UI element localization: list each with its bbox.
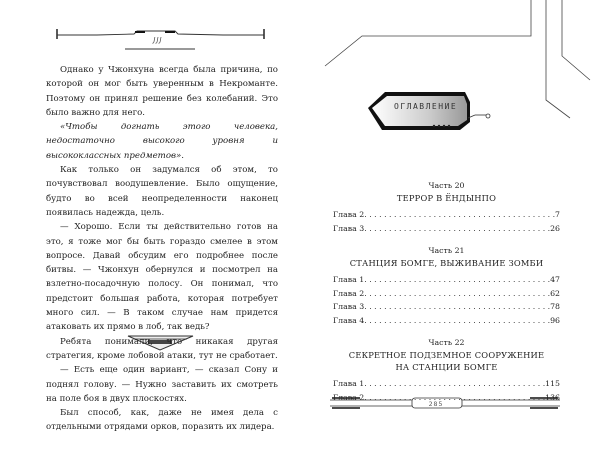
toc-chapter-name: Глава 3 [333,302,365,311]
toc-leader-dots [364,314,550,328]
toc-part-label: Часть 20 [428,181,465,190]
toc-page-number: 115 [545,379,560,388]
paragraph: Ребята понимали, что никакая другая стратегия, кроме лобовой атаки, тут не сработает. [46,336,278,361]
toc-chapter-name: Глава 3 [333,223,365,233]
paragraph: «Чтобы догнать этого человека, недостаточно высокого уровня и высококлассных предметов». [46,122,278,161]
toc-chapter-name: Глава 4 [333,315,365,325]
header-page-number: JJJ [153,36,163,44]
toc-part-title: СЕКРЕТНОЕ ПОДЗЕМНОЕ СООРУЖЕНИЕ [348,350,545,360]
paragraph: Как только он задумался об этом, то почувствовал воодушевление. Было ощущение, будто во всей неопределенности наконец появилась надежда, цель. [46,165,278,218]
toc-leader-dots [364,222,550,236]
toc-part-label: Часть 22 [428,338,465,347]
paragraph: — Есть еще один вариант, — сказал Сону и поднял голову. — Нужно заставить их смотреть на поле боя в двух плоскостях. [46,365,278,404]
toc-part-title: СТАНЦИЯ БОМГЕ, ВЫЖИВАНИЕ ЗОМБИ [349,258,544,268]
toc-page-number: 136 [545,392,560,402]
toc-chapter-name: Глава 2 [333,392,365,402]
paragraph: Однако у Чжонхуна всегда была причина, по которой он мог быть уверенным в Некроманте. Поэтому он принял решение без колебаний. Это было важно для него. [46,65,278,118]
toc-entry[interactable] [333,300,560,314]
toc-chapter-name: Глава 2 [333,210,365,219]
paragraph: — Хорошо. Если ты действительно готов на это, я тоже мог бы быть гораздо смелее в этом вопросе. Давай обсудим его подробнее после битвы. — Чжонхун обернулся и посмотрел на взлетно-посадочную полосу. Он понимал, что предстоит большая работа, которая потребует много сил. — В таком случае нам придется атаковать их прямо в лоб, так ведь? [46,222,278,333]
toc-chapter-name: Глава 2 [333,288,365,298]
toc-entry[interactable] [333,208,560,222]
toc-part-title: ТЕРРОР В ЁНДЫНПО [396,193,497,203]
right-page [300,0,600,450]
toc-leader-dots [364,391,545,405]
toc-page-number: 7 [555,210,560,219]
toc-entry[interactable] [333,273,560,287]
contents-badge [368,92,490,130]
toc-entry[interactable] [333,287,560,301]
toc-leader-dots [364,377,545,391]
toc-entry[interactable] [333,377,560,391]
paragraph: Был способ, как, даже не имея дела с отдельными отрядами орков, поразить их лидера. [46,408,278,433]
toc-page-number: 47 [550,275,560,284]
toc-chapter-name: Глава 1 [333,379,365,388]
toc-leader-dots [364,287,550,301]
body-text [46,63,278,435]
toc-page-number: 96 [550,315,560,325]
toc-page-number: 62 [550,288,560,298]
toc-entry[interactable] [333,222,560,236]
toc-part-label: Часть 21 [428,246,465,255]
toc-page-number: 78 [550,302,560,311]
toc-leader-dots [364,208,555,222]
footer-page-number: 285 [428,400,444,408]
toc-part-title: НА СТАНЦИИ БОМГЕ [395,362,498,372]
table-of-contents [333,180,560,404]
toc-page-number: 26 [550,223,560,233]
contents-title: ОГЛАВЛЕНИЕ [394,102,458,111]
toc-leader-dots [364,300,550,314]
toc-entry[interactable] [333,314,560,328]
toc-chapter-name: Глава 1 [333,275,365,284]
toc-leader-dots [364,273,550,287]
